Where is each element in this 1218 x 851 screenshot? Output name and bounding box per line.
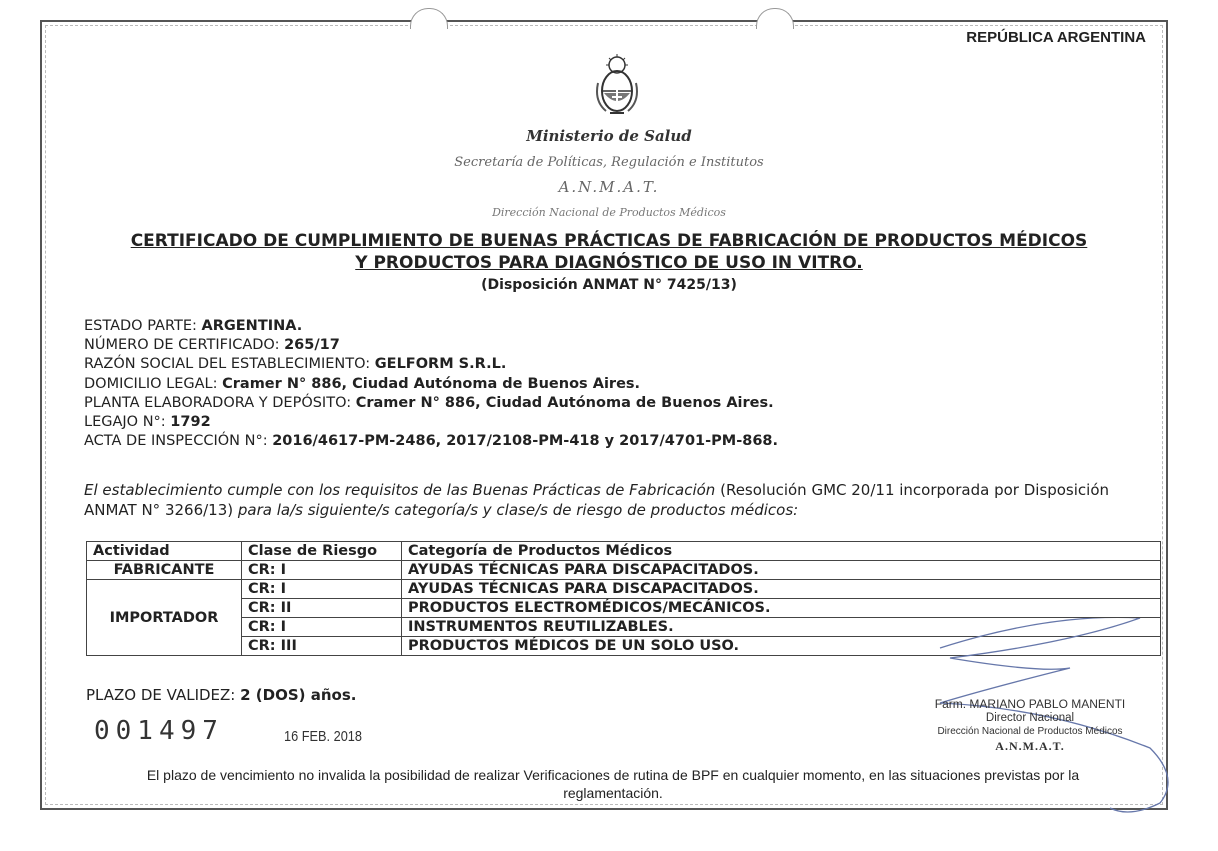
direction-name: Dirección Nacional de Productos Médicos <box>492 206 726 219</box>
footer-line2: reglamentación. <box>563 785 663 801</box>
risk-class-cell: CR: III <box>242 637 402 656</box>
field-numero-certificado: NÚMERO DE CERTIFICADO: 265/17 <box>84 337 340 354</box>
certificate-title-line1: CERTIFICADO DE CUMPLIMIENTO DE BUENAS PRÁCTICAS DE FABRICACIÓN DE PRODUCTOS MÉDICOS <box>130 231 1088 251</box>
activity-cell: FABRICANTE <box>87 561 242 580</box>
field-razon-social: RAZÓN SOCIAL DEL ESTABLECIMIENTO: GELFORM S.R.L. <box>84 356 507 373</box>
country-label: REPÚBLICA ARGENTINA <box>966 29 1146 46</box>
table-header: Categoría de Productos Médicos <box>402 542 1161 561</box>
compliance-statement: El establecimiento cumple con los requisitos de las Buenas Prácticas de Fabricación (Resolución GMC 20/11 incorporada por Disposición ANMAT N° 3266/13) para la/s siguiente/s categoría/s y clase/s de riesgo de productos médicos: <box>84 481 1110 519</box>
table-header: Clase de Riesgo <box>242 542 402 561</box>
category-cell: AYUDAS TÉCNICAS PARA DISCAPACITADOS. <box>402 580 1161 599</box>
table-row <box>87 561 1161 580</box>
category-cell: PRODUCTOS ELECTROMÉDICOS/MECÁNICOS. <box>402 599 1161 618</box>
ministry-name: Ministerio de Salud <box>526 127 692 145</box>
category-cell: AYUDAS TÉCNICAS PARA DISCAPACITADOS. <box>402 561 1161 580</box>
agency-name: A.N.M.A.T. <box>558 178 660 196</box>
issue-date-stamp: 16 FEB. 2018 <box>284 728 362 745</box>
coat-of-arms-icon <box>592 53 642 117</box>
field-domicilio-legal: DOMICILIO LEGAL: Cramer N° 886, Ciudad Autónoma de Buenos Aires. <box>84 375 641 392</box>
secretariat-name: Secretaría de Políticas, Regulación e Institutos <box>454 155 764 170</box>
category-cell: PRODUCTOS MÉDICOS DE UN SOLO USO. <box>402 637 1161 656</box>
risk-class-cell: CR: I <box>242 561 402 580</box>
risk-class-cell: CR: II <box>242 599 402 618</box>
category-cell: INSTRUMENTOS REUTILIZABLES. <box>402 618 1161 637</box>
risk-class-cell: CR: I <box>242 580 402 599</box>
field-estado-parte: ESTADO PARTE: ARGENTINA. <box>84 318 303 334</box>
binder-tab-left <box>410 8 448 29</box>
table-header: Actividad <box>87 542 242 561</box>
footer-note <box>60 766 1166 802</box>
field-legajo: LEGAJO N°: 1792 <box>84 414 211 431</box>
stamp-name: Farm. MARIANO PABLO MANENTI <box>934 697 1126 711</box>
footer-line1: El plazo de vencimiento no invalida la posibilidad de realizar Verificaciones de rutina de BPF en cualquier momento, en las situaciones previstas por la <box>146 767 1080 783</box>
serial-number: 001497 <box>94 716 224 746</box>
table-row <box>87 599 1161 618</box>
validity-period: PLAZO DE VALIDEZ: 2 (DOS) años. <box>86 686 357 704</box>
field-acta-inspeccion: ACTA DE INSPECCIÓN N°: 2016/4617-PM-2486, 2017/2108-PM-418 y 2017/4701-PM-868. <box>84 433 779 450</box>
field-planta-elaboradora: PLANTA ELABORADORA Y DEPÓSITO: Cramer N° 886, Ciudad Autónoma de Buenos Aires. <box>84 394 774 411</box>
table-row <box>87 580 1161 599</box>
risk-class-cell: CR: I <box>242 618 402 637</box>
stamp-office: Dirección Nacional de Productos Médicos <box>937 726 1123 737</box>
director-stamp <box>930 697 1130 753</box>
stamp-agency: A.N.M.A.T. <box>995 739 1065 753</box>
certificate-title-line2: Y PRODUCTOS PARA DIAGNÓSTICO DE USO IN VITRO. <box>355 253 863 273</box>
disposition-reference: (Disposición ANMAT N° 7425/13) <box>481 277 737 293</box>
certificate-fields <box>84 317 778 451</box>
table-header-row <box>87 542 1161 561</box>
binder-tab-right <box>756 8 794 29</box>
stamp-role: Director Nacional <box>985 712 1075 724</box>
activity-cell: IMPORTADOR <box>87 580 242 656</box>
